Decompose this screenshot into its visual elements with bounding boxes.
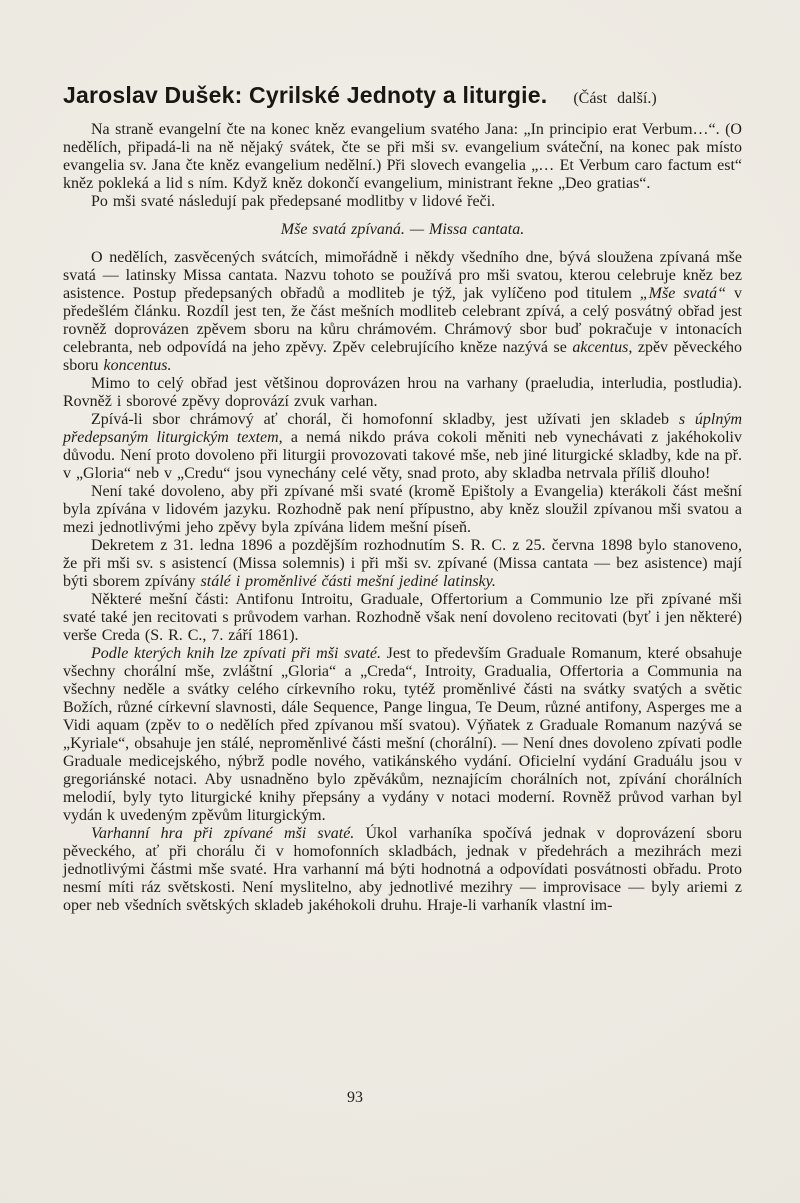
emphasized-text: s úplným předepsaným liturgickým textem, [63, 411, 743, 446]
body-text-run: Po mši svaté následují pak předepsané modlitby v lidové řeči. [91, 193, 496, 210]
body-text-run: v předešlém článku. Rozdíl jest ten, že část mešních modliteb celebrant zpívá, a celý posvátný obřad jest rovněž doprovázen zpěvem sboru na kůru chrámovém. Chrámový sbor buď pokračuje v intonacích celebranta, neb odpovídá na jeho zpěvy. Zpěv celebrujícího kněze nazývá se [63, 285, 743, 356]
emphasized-text: stálé i proměnlivé části mešní jediné latinsky. [200, 573, 496, 590]
paragraph [63, 537, 742, 591]
emphasized-text: Podle kterých knih lze zpívati při mši svaté. [91, 645, 381, 662]
body-text-run: Některé mešní části: Antifonu Introitu, Graduale, Offertorium a Communio lze při zpívané mši svaté také jen recitovati s průvodem varhan. Rozhodně však není dovoleno recitovati (byť i jen některé) verše Creda (S. R. C., 7. září 1861). [63, 591, 742, 644]
emphasized-text: Mše svatá zpívaná. — Missa cantata. [280, 221, 525, 238]
paragraph [63, 825, 742, 915]
body-text-run: Zpívá-li sbor chrámový ať chorál, či homofonní skladby, jest užívati jen skladeb [91, 411, 679, 428]
article-title-continuation-note: (Část další.) [573, 90, 657, 107]
article-title: Jaroslav Dušek: Cyrilské Jednoty a liturgie. [63, 82, 548, 108]
paragraph [63, 249, 742, 375]
body-text-run: zpěv pěveckého sboru [63, 339, 742, 374]
emphasized-text: Varhanní hra při zpívané mši svaté. [91, 825, 355, 842]
body-text-run: O nedělích, zasvěcených svátcích, mimořádně i někdy všedního dne, bývá sloužena zpívaná mše svatá — latinsky Missa cantata. Nazvu tohoto se používá pro mši svatou, kterou celebruje kněz bez asistence. Postup předepsaných obřadů a modliteb je týž, jak vylíčeno pod titulem [63, 249, 742, 302]
article-header [63, 82, 743, 109]
paragraph [63, 375, 742, 411]
page-number: 93 [347, 1089, 363, 1106]
paragraph [63, 483, 742, 537]
body-text-run: Dekretem z 31. ledna 1896 a pozdějším rozhodnutím S. R. C. z 25. června 1898 bylo stanoveno, že při mši sv. s asistencí (Missa solemnis) i při mši sv. zpívané (Missa cantata — bez asistence) mají býti sborem zpívány [63, 537, 742, 590]
body-text-run: Úkol varhaníka spočívá jednak v doprovázení sboru pěveckého, ať při chorálu či v homofonních skladbách, jednak v předehrách a mezihrách mezi jednotlivými částmi mše svaté. Hra varhanní má býti hodnotná a odpovídati posvátnosti obřadu. Proto nesmí míti ráz světskosti. Není myslitelno, aby jednotlivé mezihry — improvisace — byly ariemi z oper neb všedních světských skladeb jakéhokoli druhu. Hraje-li varhaník vlastní im- [63, 825, 742, 914]
emphasized-text: „Mše svatá“ [639, 285, 726, 302]
paragraph [63, 193, 742, 211]
body-text-run: Mimo to celý obřad jest většinou doprovázen hrou na varhany (praeludia, interludia, postludia). Rovněž i sborové zpěvy doprovází zvuk varhan. [63, 375, 742, 410]
paragraph [63, 121, 742, 193]
article-body [63, 121, 742, 915]
body-text-run: Na straně evangelní čte na konec kněz evangelium svatého Jana: „In principio erat Verbum…“. (O nedělích, připadá-li na ně nějaký svátek, čte se při mši sv. evangelium sváteční, na konec pak místo evangelia sv. Jana čte kněz evangelium nedělní.) Při slovech evangelia „… Et Verbum caro factum est“ kněz pokleká a lid s ním. Když kněz dokončí evangelium, ministrant řekne „Deo gratias“. [63, 121, 742, 192]
section-heading [63, 221, 742, 239]
emphasized-text: koncentus. [103, 357, 172, 374]
emphasized-text: akcentus, [572, 339, 633, 356]
body-text-run: Jest to především Graduale Romanum, které obsahuje všechny chorální mše, zvláštní „Gloria“ a „Creda“, Introity, Gradualia, Offertoria a Communia na všechny neděle a svátky celého církevního roku, tytéž proměnlivé části na svátky svatých a světic Božích, různé církevní slavnosti, dále Sequence, Pange lingua, Te Deum, různé antifony, Asperges me a Vidi aquam (zpěv to o nedělích před zpívanou mší svatou). Výňatek z Graduale Romanum nazývá se „Kyriale“, obsahuje jen stálé, neproměnlivé části mešní (chorální). — Není dnes dovoleno zpívati podle Graduale medicejského, nýbrž podle nového, vatikánského vydání. Oficielní vydání Graduálu jsou v gregoriánské notaci. Aby usnadněno bylo zpěvákům, neznajícím chorálních not, zpívání chorálních melodií, byly tyto liturgické knihy přepsány a vydány v notaci moderní. Rovněž průvod varhan byl vydán k uvedeným zpěvům liturgickým. [63, 645, 742, 824]
body-text-run: Není také dovoleno, aby při zpívané mši svaté (kromě Epištoly a Evangelia) kterákoli část mešní byla zpívána v lidovém jazyku. Rozhodně pak není přípustno, aby kněz sloužil zpívanou mši svatou a mezi jednotlivými jeho zpěvy byla zpívána lidem mešní píseň. [63, 483, 742, 536]
paragraph [63, 411, 742, 483]
paragraph [63, 591, 742, 645]
body-text-run: a nemá nikdo práva cokoli měniti neb vynechávati z jakéhokoliv důvodu. Není proto dovoleno při liturgii provozovati takové mše, neb jiné liturgické skladby, kde na př. v „Gloria“ neb v „Credu“ jsou vynechány celé věty, snad proto, aby skladba netrvala příliš dlouho! [63, 429, 742, 482]
paragraph [63, 645, 742, 825]
